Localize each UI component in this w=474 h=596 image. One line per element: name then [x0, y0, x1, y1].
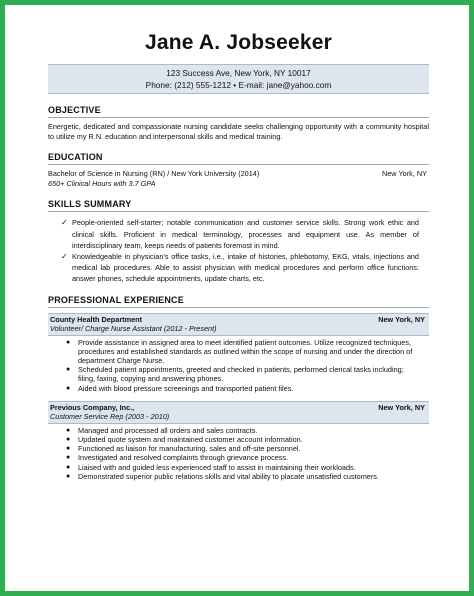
bullet-icon: ●	[66, 384, 71, 392]
job-company: Previous Company, Inc.,	[50, 402, 135, 412]
skills-heading: SKILLS SUMMARY	[48, 199, 429, 212]
resume-document	[48, 30, 429, 481]
job-location: New York, NY	[378, 402, 425, 412]
education-heading: EDUCATION	[48, 152, 429, 165]
bullet-icon: ●	[66, 454, 71, 462]
list-item: ● Provide assistance in assigned area to meet identified patient outcomes. Utilize recognized techniques, procedures and established standards as outlined within the scope of nursing and under the direction of department Charge Nurse.	[66, 337, 413, 365]
list-item: ● Demonstrated superior public relations skills and vital ability to placate unsatisfied customers.	[66, 471, 379, 481]
job-header	[48, 313, 429, 336]
list-item: ● Liaised with and guided less experienced staff to assist in maintaining their workloads.	[66, 462, 356, 472]
skills-item: ✓ Knowledgeable in physician’s office tasks, i.e., intake of histories, phlebotomy, EKG, vitals, injections and medical lab procedures. Able to assist physician with medical procedures and perform office functions: answer phones, schedule appointments, update charts, etc.	[61, 251, 419, 284]
list-item: ● Aided with blood pressure screenings and transported patient files.	[66, 383, 294, 393]
candidate-name: Jane A. Jobseeker	[144, 31, 333, 54]
contact-band	[48, 64, 429, 94]
job-location: New York, NY	[378, 314, 425, 324]
skills-item: ✓ People-oriented self-starter; notable communication and customer service skills. Strong work ethic and clinical skills. Proficient in medical terminology, processes and equipment use. As member of interdisciplinary team, keeps needs of patients foremost in mind.	[61, 218, 419, 250]
education-entry	[48, 169, 429, 188]
list-item: ● Investigated and resolved complaints through grievance process.	[66, 453, 289, 463]
contact-phone-email: Phone: (212) 555-1212 • E-mail: jane@yahoo.com	[145, 79, 332, 90]
bullet-icon: ●	[66, 472, 71, 480]
job-role: Customer Service Rep (2003 - 2010)	[50, 412, 170, 422]
education-note: 650+ Clinical Hours with 3.7 GPA	[48, 178, 156, 188]
job-bullets	[48, 426, 429, 481]
job-company: County Health Department	[50, 314, 143, 324]
job-role: Volunteer/ Charge Nurse Assistant (2012 - Present)	[50, 324, 217, 334]
contact-address: 123 Success Ave, New York, NY 10017	[166, 68, 311, 78]
job-bullets	[48, 338, 429, 393]
checkmark-icon: ✓	[61, 251, 68, 261]
bullet-icon: ●	[66, 463, 71, 471]
list-item: ● Updated quote system and maintained customer account information.	[66, 435, 303, 445]
job-header	[48, 401, 429, 424]
list-item: ● Managed and processed all orders and sales contracts.	[66, 425, 258, 435]
bullet-icon: ●	[66, 338, 71, 346]
bullet-icon: ●	[66, 366, 71, 374]
skills-list	[48, 217, 429, 284]
objective-heading: OBJECTIVE	[48, 105, 429, 118]
bullet-icon: ●	[66, 445, 71, 453]
bullet-icon: ●	[66, 436, 71, 444]
education-degree: Bachelor of Science in Nursing (RN) / New York University (2014)	[48, 169, 260, 179]
objective-text: Energetic, dedicated and compassionate nursing candidate seeks challenging opportunity with a community hospital to utilize my R.N. education and interpersonal skills and medical training.	[48, 122, 429, 141]
bullet-icon: ●	[66, 426, 71, 434]
experience-heading: PROFESSIONAL EXPERIENCE	[48, 295, 429, 308]
list-item: ● Functioned as liaison for manufacturing, sales and off-site personnel.	[66, 444, 301, 454]
checkmark-icon: ✓	[61, 218, 68, 228]
education-location: New York, NY	[381, 169, 427, 179]
list-item: ● Scheduled patient appointments, greeted and checked in patients, performed clerical tasks including; filing, faxing, copying and answering phones.	[66, 365, 404, 384]
